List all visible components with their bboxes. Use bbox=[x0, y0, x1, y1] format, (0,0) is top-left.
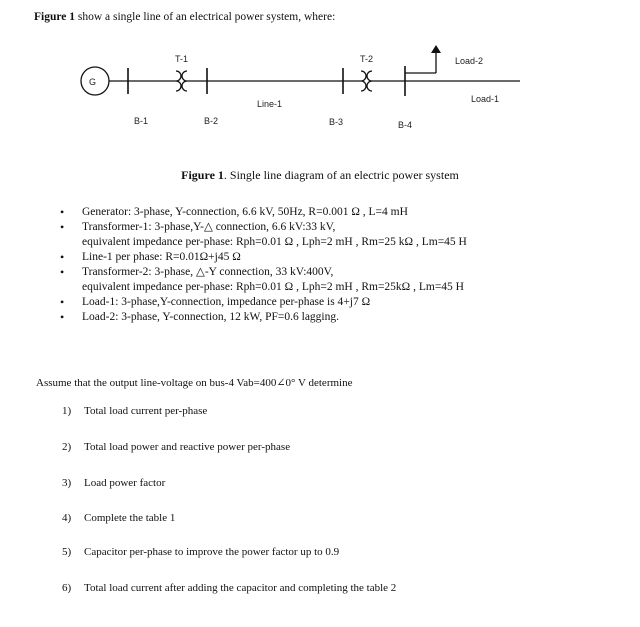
load2-label: Load-2 bbox=[455, 56, 484, 66]
load2-arrow-icon bbox=[431, 45, 441, 53]
line1-label: Line-1 bbox=[257, 99, 283, 109]
assumption-text: Assume that the output line-voltage on bus-4 Vab=400∠0° V determine bbox=[36, 377, 353, 389]
load1-label: Load-1 bbox=[471, 94, 500, 104]
spec-generator: • Generator: 3-phase, Y-connection, 6.6 kV, 50Hz, R=0.001 Ω , L=4 mH bbox=[60, 205, 467, 220]
t2-label: T-2 bbox=[360, 54, 374, 64]
question-item: 1) Total load current per-phase bbox=[62, 405, 208, 417]
spec-load2: • Load-2: 3-phase, Y-connection, 12 kW, PF=0.6 lagging. bbox=[60, 310, 467, 325]
generator-label: G bbox=[89, 77, 97, 87]
bus-b1-label: B-1 bbox=[134, 116, 149, 126]
intro-bold: Figure 1 bbox=[34, 11, 75, 23]
system-specs-list bbox=[60, 205, 467, 325]
intro-rest: show a single line of an electrical power system, where: bbox=[77, 11, 336, 23]
caption-rest: . Single line diagram of an electric power system bbox=[223, 168, 459, 182]
bus-b2-label: B-2 bbox=[204, 116, 219, 126]
question-item: 2) Total load power and reactive power per-phase bbox=[62, 441, 291, 453]
transformer-t1-symbol bbox=[176, 71, 187, 91]
spec-transformer2: • Transformer-2: 3-phase, △-Y connection, 33 kV:400V, equivalent impedance per-phase: Rph=0.01 Ω , Lph=2 mH , Rm=25kΩ , Lm=45 H bbox=[60, 265, 467, 295]
figure-caption bbox=[0, 168, 640, 183]
bus-b3-label: B-3 bbox=[329, 117, 344, 127]
question-item: 5) Capacitor per-phase to improve the power factor up to 0.9 bbox=[62, 546, 340, 558]
spec-load1: • Load-1: 3-phase,Y-connection, impedance per-phase is 4+j7 Ω bbox=[60, 295, 467, 310]
question-item: 6) Total load current after adding the capacitor and completing the table 2 bbox=[62, 582, 397, 594]
caption-bold: Figure 1 bbox=[181, 168, 224, 182]
t1-label: T-1 bbox=[175, 54, 189, 64]
spec-line1: • Line-1 per phase: R=0.01Ω+j45 Ω bbox=[60, 250, 467, 265]
single-line-diagram bbox=[0, 0, 640, 160]
question-item: 3) Load power factor bbox=[62, 477, 166, 489]
spec-transformer2-impedance: equivalent impedance per-phase: Rph=0.01 Ω , Lph=2 mH , Rm=25kΩ , Lm=45 H bbox=[82, 281, 464, 293]
bus-b4-label: B-4 bbox=[398, 120, 413, 130]
question-item: 4) Complete the table 1 bbox=[62, 512, 176, 524]
transformer-t2-symbol bbox=[361, 71, 372, 91]
spec-transformer1-impedance: equivalent impedance per-phase: Rph=0.01 Ω , Lph=2 mH , Rm=25 kΩ , Lm=45 H bbox=[82, 236, 467, 248]
spec-transformer1: • Transformer-1: 3-phase,Y-△ connection, 6.6 kV:33 kV, equivalent impedance per-phase: Rph=0.01 Ω , Lph=2 mH , Rm=25 kΩ , Lm=45 H bbox=[60, 220, 467, 250]
